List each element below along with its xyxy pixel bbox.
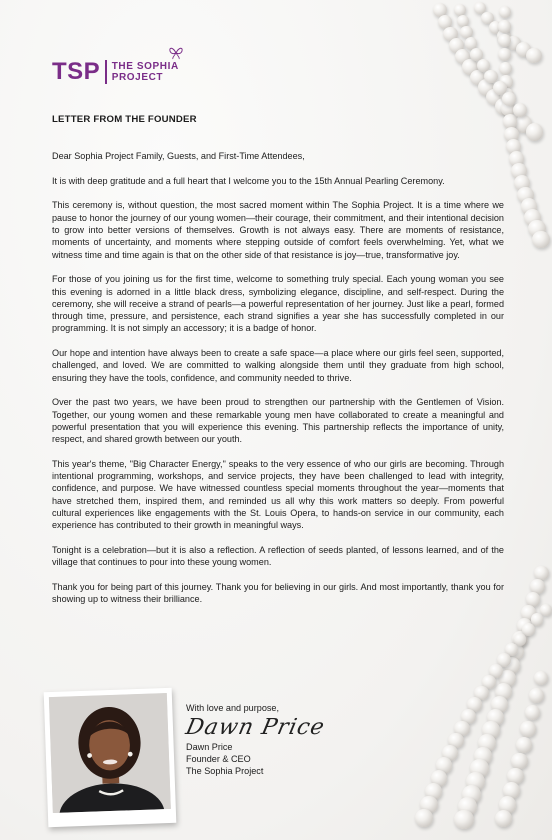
letter-paragraph: This year's theme, "Big Character Energy," speaks to the very essence of who our girls are becoming. Through intentional programming, workshops, and service projects, they have been challenged to lead with integrity, confidence, and purpose. We have witnessed countless special moments throughout the year—moments that have stretched them, inspired them, and reminded us all why this work matters so deeply. From powerful cultural experiences like engagements with the St. Louis Opera, to hands-on service in our community, each experience has contributed to their growth in meaningful ways. [52, 458, 504, 531]
founder-portrait-illustration [49, 693, 171, 813]
letter-paragraph: Over the past two years, we have been proud to strengthen our partnership with the Gentlemen of Vision. Together, our young women and these remarkable young men have collaborated to create a meaningful and powerful presentation that you will experience this evening. This partnership reflects the importance of unity, respect, and shared growth between our youth. [52, 397, 504, 445]
letter-paragraph: This ceremony is, without question, the most sacred moment within The Sophia Project. It is a time where we pause to honor the journey of our young women—their courage, their commitment, and their intentional decision to grow into better versions of themselves. Growth is not always easy. There are moments of resistance, moments of uncertainty, and moments where stepping outside of comfort feels overwhelming. Yet, what we witness time and time again is that on the other side of that resistance is joy—true, transformative joy. [52, 200, 504, 260]
logo-wordmark [112, 61, 179, 83]
logo [52, 58, 179, 86]
closing-line: With love and purpose, [186, 703, 280, 713]
letter-heading: LETTER FROM THE FOUNDER [52, 114, 197, 125]
letter-body [52, 114, 504, 618]
signer-name: Dawn Price [186, 741, 233, 752]
logo-line-1: THE SOPHIA [111, 61, 179, 72]
signer-title: Founder & CEO [186, 753, 251, 764]
handwritten-signature: Dawn Price [183, 715, 328, 741]
signature-block [183, 702, 328, 777]
signer-organization: The Sophia Project [186, 766, 264, 777]
letter-paragraph: For those of you joining us for the first time, welcome to something truly special. Each young woman you see this evening is adorned in a little black dress, symbolizing elegance, discipline, and self-respect. During the ceremony, she will receive a strand of pearls—a powerful representation of her journey. Just like a pearl, formed through time, pressure, and persistence, each strand signifies a year she has successfully completed in our programming. It is not simply an accessory; it is a badge of honor. [52, 274, 504, 334]
butterfly-icon [168, 46, 184, 60]
founder-photo-frame [44, 688, 177, 827]
letter-greeting: Dear Sophia Project Family, Guests, and First-Time Attendees, [52, 151, 305, 162]
logo-line-2: PROJECT [111, 72, 164, 83]
letter-paragraph: Our hope and intention have always been to create a safe space—a place where our girls feel seen, supported, challenged, and loved. We are committed to walking alongside them until they graduate from high school, ensuring they have the tools, confidence, and community needed to thrive. [52, 348, 504, 383]
letter-paragraph: Tonight is a celebration—but it is also a reflection. A reflection of seeds planted, of lessons learned, and of the village that continues to pour into these young women. [52, 544, 504, 568]
logo-mark: TSP [52, 58, 101, 85]
logo-divider [105, 60, 107, 84]
letter-paragraph: Thank you for being part of this journey. Thank you for believing in our girls. And most importantly, thank you for showing up to witness their brilliance. [52, 581, 504, 604]
founder-photo [49, 693, 171, 813]
letter-paragraph: It is with deep gratitude and a full heart that I welcome you to the 15th Annual Pearling Ceremony. [52, 175, 445, 186]
